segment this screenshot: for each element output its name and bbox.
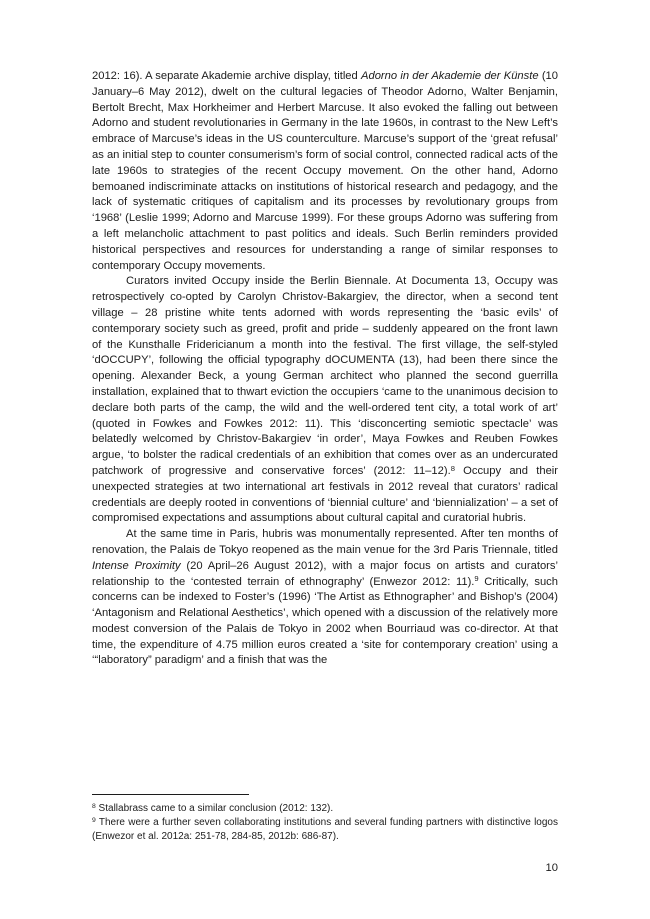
footnote-separator-rule — [92, 794, 249, 795]
text-run: (20 April–26 August 2012), with a major focus on artists and curators’ relationship to the ‘contested terrain of ethnography’ (Enwezor 2012: 11). — [92, 559, 558, 588]
footnote-marker: 8 — [92, 802, 96, 810]
italic-title: Intense Proximity — [92, 559, 181, 572]
italic-title: Adorno in der Akademie der Künste — [361, 70, 539, 82]
footnote-marker: 9 — [92, 816, 96, 824]
text-run: At the same time in Paris, hubris was monumentally represented. After ten months of renovation, the Palais de Tokyo reopened as the main venue for the 3rd Paris Triennale, titled — [92, 528, 558, 556]
footnote: $^9$ There were a further seven collaborating institutions and several funding partners with distinctive logos (Enwezor et al. 2012a: 251-78, 284-85, 2012b: 686-87). — [92, 816, 558, 842]
footnote-area — [92, 794, 558, 843]
text-run: 2012: 16). A separate Akademie archive display, titled — [92, 70, 362, 82]
paragraph — [92, 69, 558, 274]
footnote-ref: 9 — [474, 574, 479, 584]
text-run: Occupy and their unexpected strategies at two international art festivals in 2012 reveal that curators’ radical credentials are deeply rooted in conventions of ‘biennial culture’ and ‘biennialization’ – a set of compromised expectations and assumptions about cultural capital and curatorial hubris. — [92, 464, 558, 525]
text-run: (10 January–6 May 2012), dwelt on the cultural legacies of Theodor Adorno, Walter Benjamin, Bertolt Brecht, Max Horkheimer and Herbert Marcuse. It also evoked the falling out between Adorno and student revolutionaries in Germany in the late 1960s, in contrast to the New Left’s embrace of Marcuse’s ideas in the US counterculture. Marcuse’s support of the ‘great refusal’ as an initial step to counter consumerism’s form of social control, connected radical acts of the late 1960s to strategies of the recent Occupy movement. On the other hand, Adorno bemoaned indiscriminate attacks on institutions of historical research and pedagogy, and the lack of systematic critiques of capitalism and its processes by revolutionary groups from ‘1968’ (Leslie 1999; Adorno and Marcuse 1999). For these groups Adorno was suffering from a left melancholic attachment to past politics and ideals. Such Berlin reminders provided historical perspectives and resources for understanding a range of similar responses to contemporary Occupy movements. — [92, 70, 558, 272]
body-text — [92, 69, 558, 796]
footnote-ref: 8 — [450, 463, 455, 473]
paragraph — [92, 527, 558, 669]
footnotes-list — [92, 802, 558, 843]
paragraph — [92, 274, 558, 527]
text-run: Critically, such concerns can be indexed to Foster’s (1996) ‘The Artist as Ethnographer’ and Bishop’s (2004) ‘Antagonism and Relational Aesthetics’, which opened with a discussion of the relatively more modest conversion of the Palais de Tokyo in 2002 when Bourriaud was co-director. At that time, the expenditure of 4.75 million euros created a ‘site for contemporary creation’ using a ‘“laboratory” paradigm’ and a finish that was the — [92, 575, 558, 667]
page-number: 10 — [545, 862, 558, 874]
footnote: $^8$ Stallabrass came to a similar conclusion (2012: 132). — [92, 802, 334, 814]
text-run: Curators invited Occupy inside the Berlin Biennale. At Documenta 13, Occupy was retrospectively co-opted by Carolyn Christov-Bakargiev, the director, when a second tent village – 28 pristine white tents adorned with words representing the ‘basic evils’ of contemporary society such as greed, profit and pride – suddenly appeared on the front lawn of the Kunsthalle Fridericianum a month into the festival. The first village, the self-styled ‘dOCCUPY’, following the official typography dOCUMENTA (13), had been there since the opening. Alexander Beck, a young German architect who planned the second guerrilla installation, explained that to thwart eviction the occupiers ‘came to the unanimous decision to declare both parts of the camp, the wild and the well-ordered tent city, a total work of art’ (quoted in Fowkes and Fowkes 2012: 11). This ‘disconcerting semiotic spectacle’ was belatedly welcomed by Christov-Bakargiev ‘in order’, Maya Fowkes and Reuben Fowkes argue, ‘to bolster the radical credentials of an exhibition that comes over as an undercurated patchwork of progressive and conservative forces’ (2012: 11–12). — [92, 275, 558, 477]
